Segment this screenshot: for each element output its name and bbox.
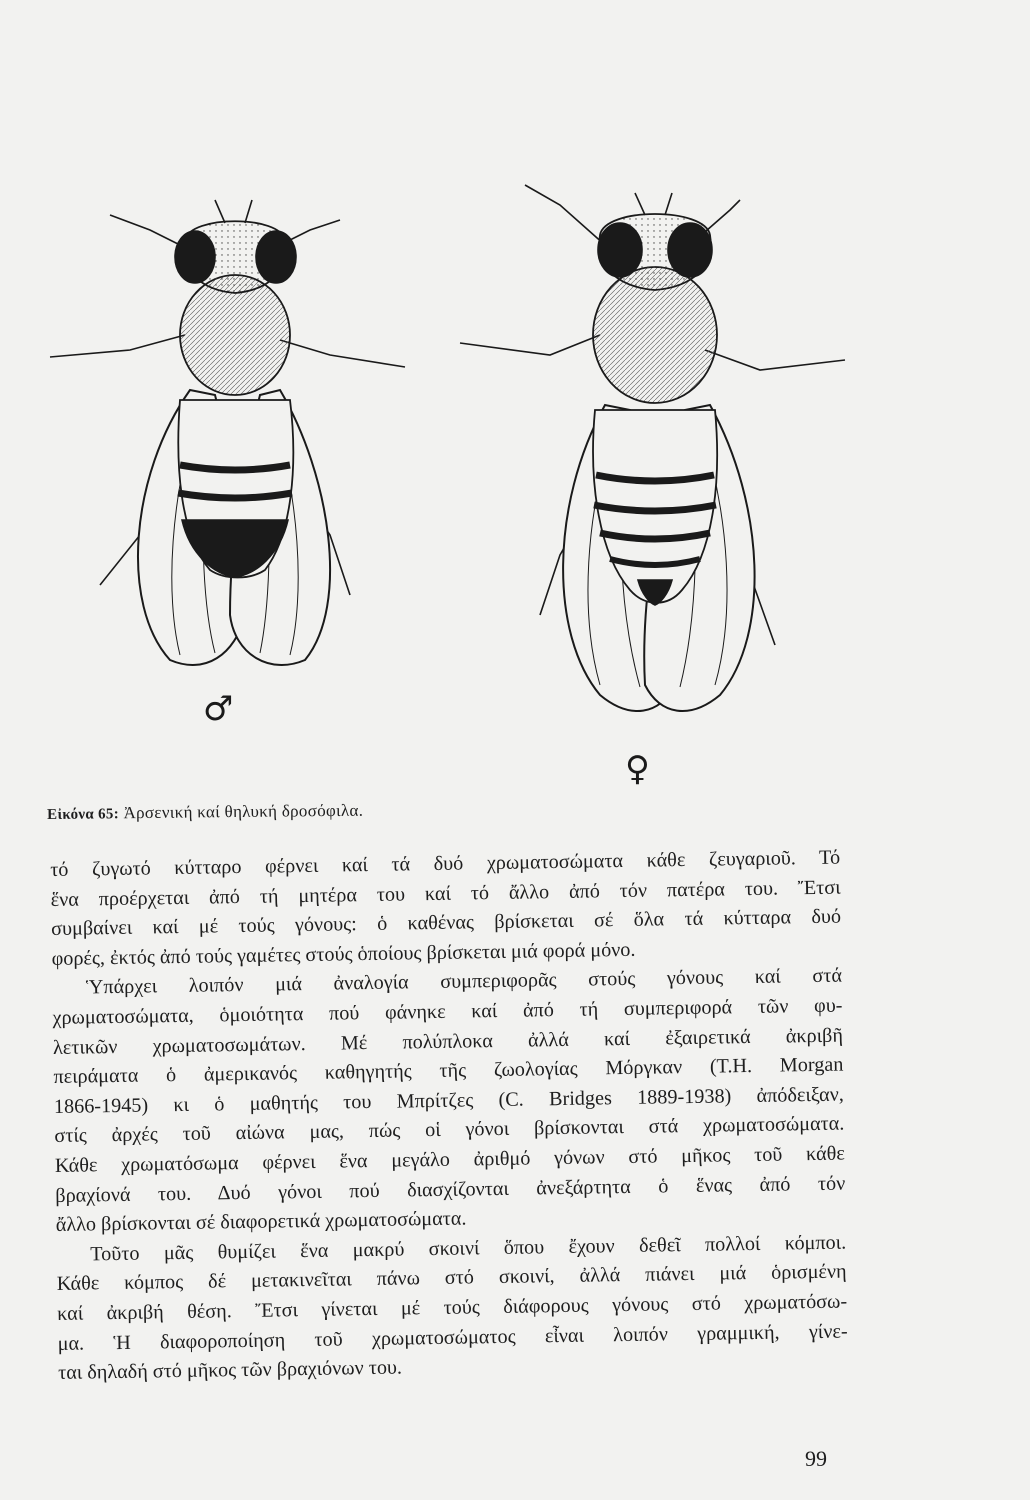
text-line: βραχίονά του. Δυό γόνοι πού διασχίζονται ἀνεξάρτητα ὁ ἕνας ἀπό τόν bbox=[55, 1172, 846, 1207]
text-line: χρωματοσώματα, ὁμοιότητα πού φάνηκε καί ἀπό τή συμπεριφορά τῶν φυ- bbox=[52, 994, 843, 1029]
text-line: ἄλλο βρίσκονται σέ διαφορετικά χρωματοσώματα. bbox=[55, 1207, 467, 1237]
text-line: Τοῦτο μᾶς θυμίζει ἕνα μακρύ σκοινί ὅπου ἔχουν δεθεῖ πολλοί κόμποι. bbox=[90, 1231, 847, 1266]
text-line: 1866-1945) κι ὁ μαθητής του Μπρίτζες (C. Bridges 1889-1938) ἀπόδειξαν, bbox=[53, 1083, 845, 1118]
drosophila-illustration bbox=[40, 175, 880, 795]
male-symbol: ♂ bbox=[203, 689, 234, 729]
text-line: συμβαίνει καί μέ τούς γόνους: ὁ καθένας βρίσκεται σέ ὅλα τά κύτταρα δυό bbox=[50, 905, 842, 941]
female-symbol: ♀ bbox=[625, 749, 650, 789]
caption-label: Εἰκόνα 65: bbox=[47, 806, 120, 823]
text-line: λετικῶν χρωματοσωμάτων. Μέ πολύπλοκα ἀλλά καί ἐξαιρετικά ἀκριβῆ bbox=[52, 1024, 844, 1059]
page-number: 99 bbox=[805, 1446, 827, 1471]
text-line: Κάθε κόμπος δέ μετακινεῖται πάνω στό σκοινί, ἀλλά πιάνει μιά ὁρισμένη bbox=[56, 1260, 847, 1296]
text-line: Ὑπάρχει λοιπόν μιά ἀναλογία συμπεριφορᾶς στούς γόνους καί στά bbox=[85, 964, 843, 999]
text-line: στίς ἀρχές τοῦ αἰώνα μας, πώς οἱ γόνοι βρίσκονται στά χρωματοσώματα. bbox=[54, 1112, 845, 1148]
text-line: φορές, ἐκτός ἀπό τούς γαμέτες στούς ὁποίους βρίσκεται μιά φορά μόνο. bbox=[51, 938, 636, 970]
female-fly bbox=[460, 185, 845, 711]
figure-drosophila bbox=[40, 175, 880, 795]
text-line: καί ἀκριβή θέση. Ἔτσι γίνεται μέ τούς διάφορους γόνους στό χρωματόσω- bbox=[57, 1290, 848, 1325]
male-fly bbox=[50, 200, 405, 665]
text-line: τό ζυγωτό κύτταρο φέρνει καί τά δυό χρωματοσώματα κάθε ζευγαριοῦ. Τό bbox=[50, 846, 841, 881]
text-line: πειράματα ὁ ἀμερικανός καθηγητής τῆς ζωολογίας Μόργκαν (T.H. Morgan bbox=[53, 1053, 844, 1089]
body-text bbox=[50, 844, 848, 1389]
text-line: ἕνα προέρχεται ἀπό τή μητέρα του καί τό ἄλλο ἀπό τόν πατέρα του. Ἔτσι bbox=[50, 876, 841, 911]
text-line: μα. Ἡ διαφοροποίηση τοῦ χρωματοσώματος εἶναι λοιπόν γραμμική, γίνε- bbox=[57, 1320, 848, 1355]
text-line: Κάθε χρωματόσωμα φέρνει ἕνα μεγάλο ἀριθμό γόνων στό μῆκος τοῦ κάθε bbox=[54, 1142, 845, 1177]
figure-caption bbox=[47, 796, 807, 824]
caption-text: Ἀρσενική καί θηλυκή δροσόφιλα. bbox=[118, 800, 364, 823]
text-line: ται δηλαδή στό μῆκος τῶν βραχιόνων του. bbox=[57, 1356, 403, 1385]
